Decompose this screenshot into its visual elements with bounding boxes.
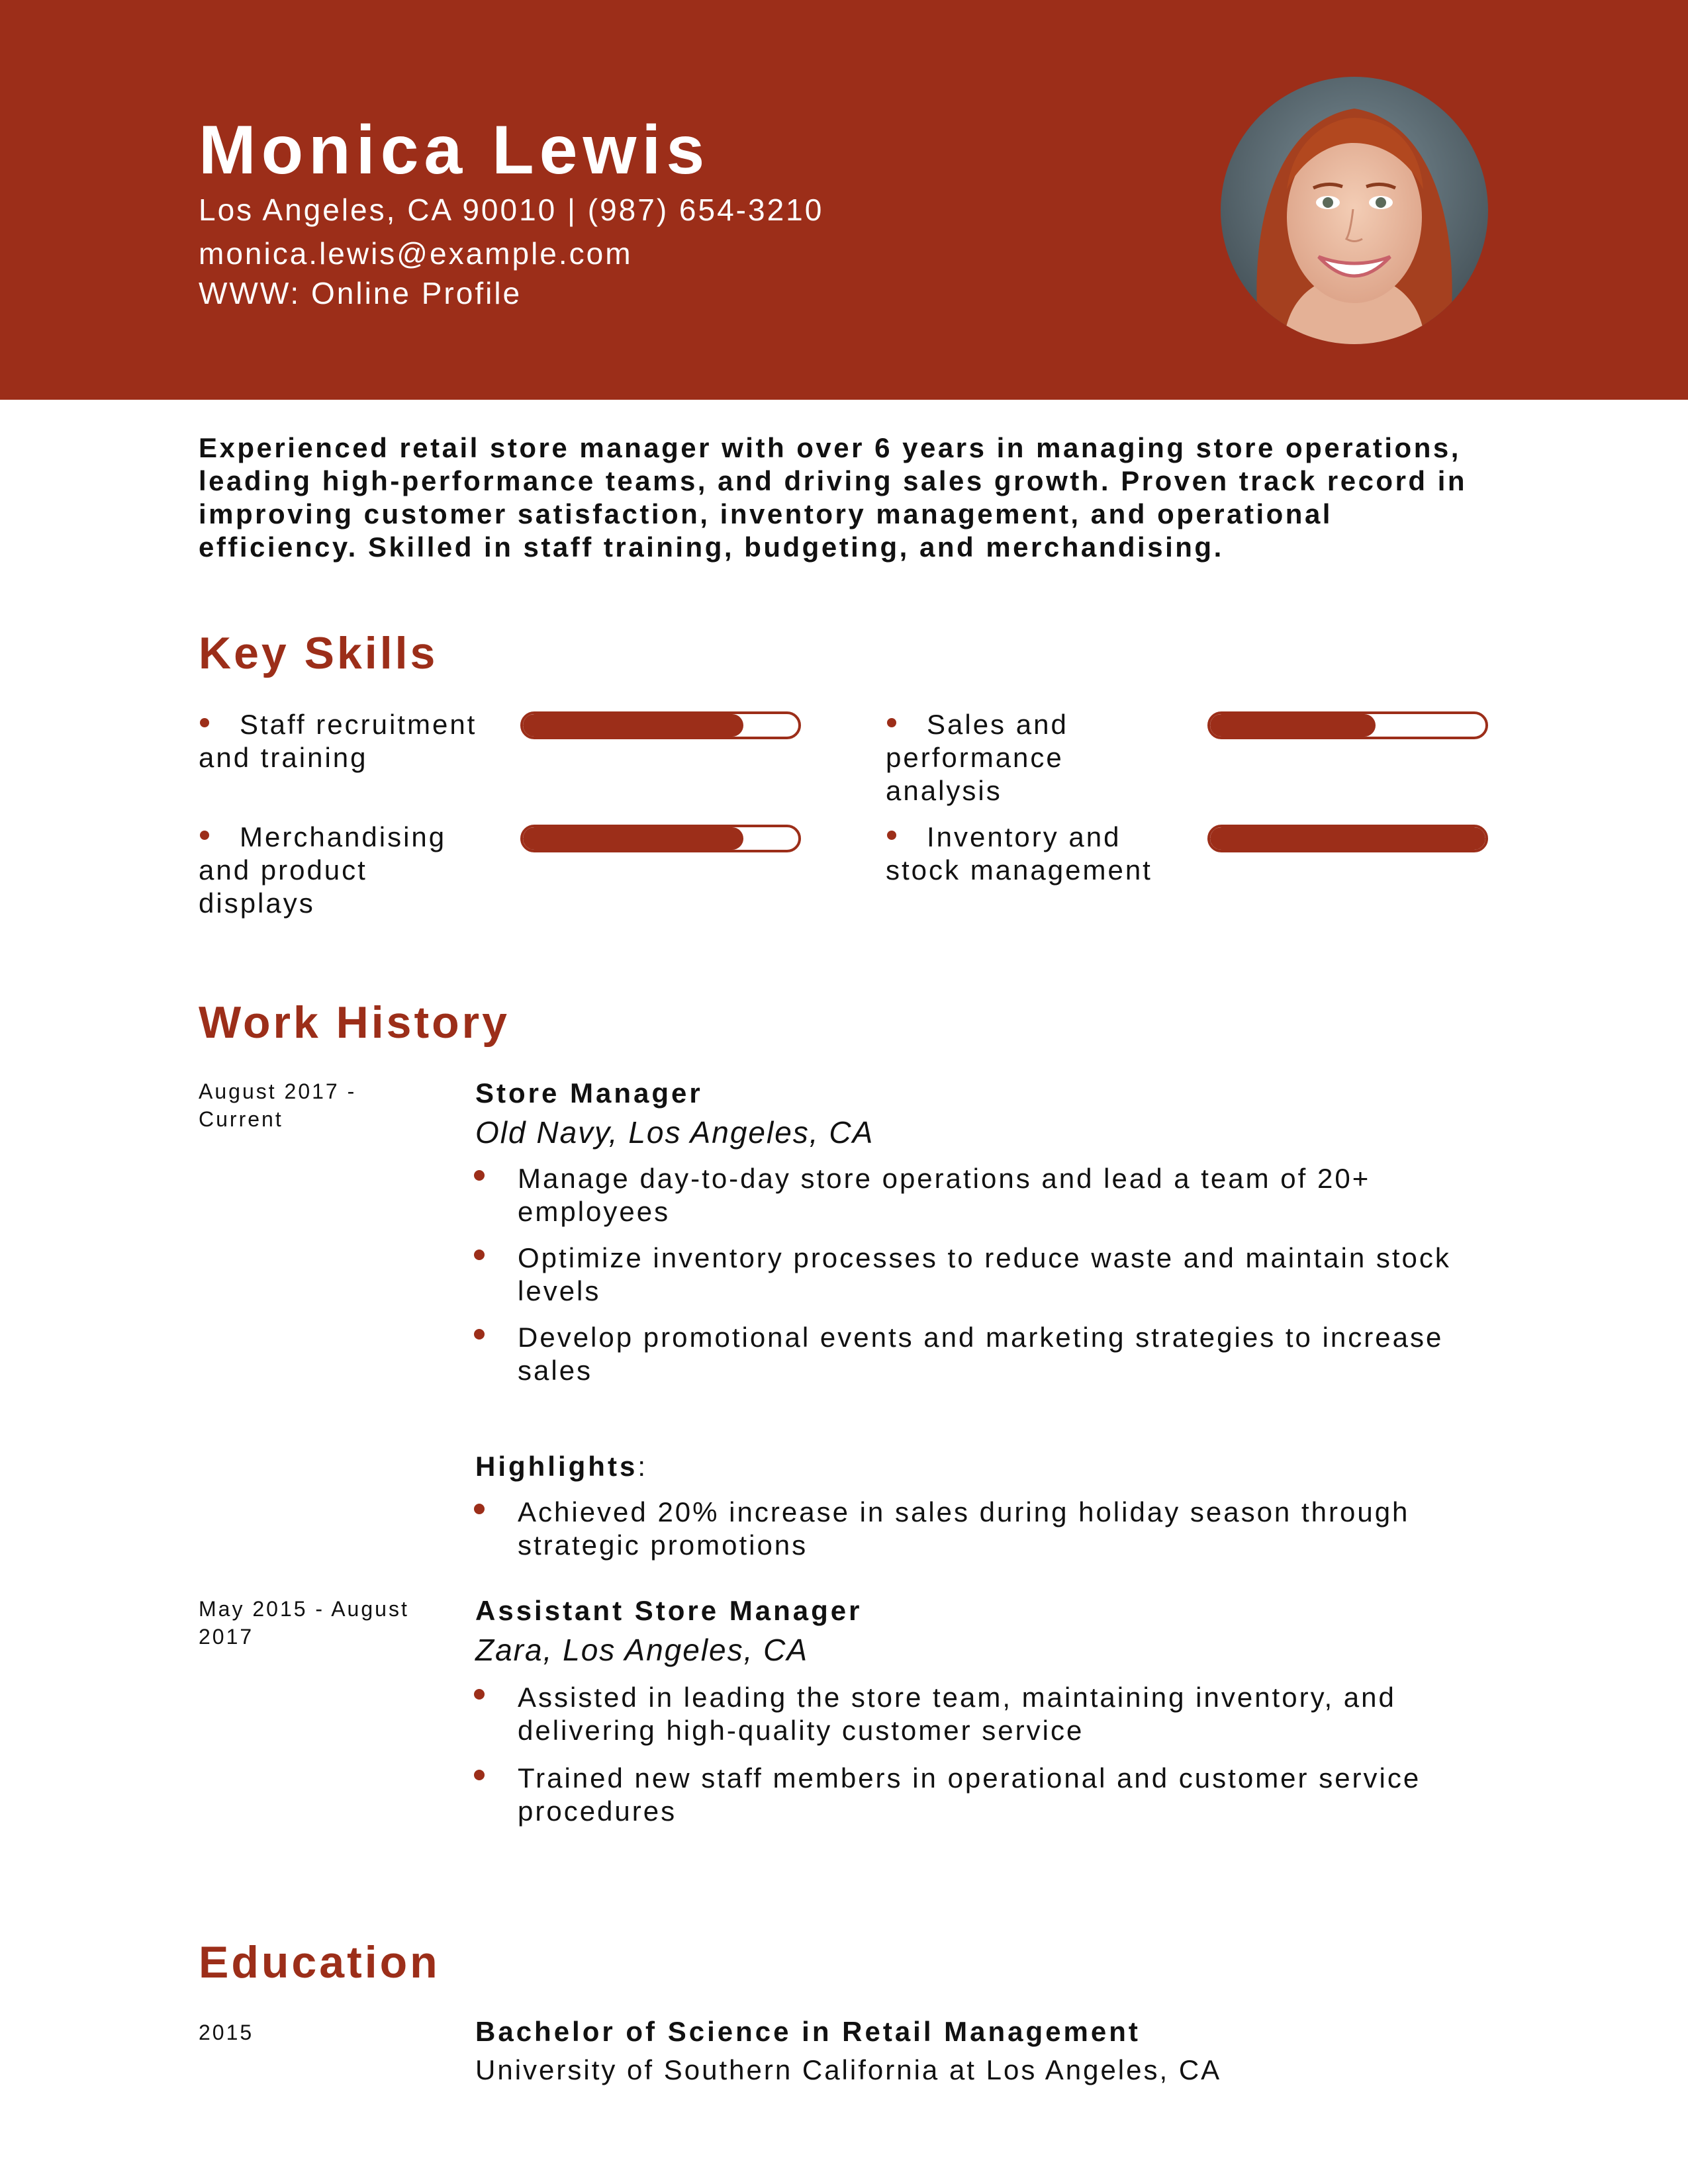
job-dates: August 2017 - Current	[199, 1079, 357, 1131]
bullet-icon	[474, 1504, 485, 1514]
job-bullet: Optimize inventory processes to reduce waste and maintain stock levels	[518, 1242, 1451, 1306]
skill-level-fill	[1210, 827, 1485, 850]
skill-label: Staff recruitment and training	[199, 709, 477, 773]
job-dates: May 2015 - August 2017	[199, 1597, 409, 1649]
highlights-label	[475, 1451, 648, 1482]
online-profile-link[interactable]: WWW: Online Profile	[199, 276, 522, 310]
work-history-heading: Work History	[199, 997, 510, 1048]
highlights-colon: :	[637, 1451, 648, 1482]
skill-label: Sales and performance analysis	[886, 709, 1068, 806]
bullet-icon	[200, 718, 209, 727]
email-link[interactable]: monica.lewis@example.com	[199, 236, 633, 271]
skill-item	[199, 708, 490, 774]
bullet-icon	[474, 1170, 485, 1181]
skill-item	[886, 708, 1177, 807]
skill-item	[886, 821, 1177, 887]
skill-level-bar	[1207, 825, 1488, 852]
professional-summary: Experienced retail store manager with over 6 years in managing store operations, leading high-performance teams, and driving sales growth. Proven track record in improving customer satisfaction, inventory management, and operational efficiency. Skilled in staff training, budgeting, and merchandising.	[199, 432, 1468, 563]
job-bullet: Manage day-to-day store operations and lead a team of 20+ employees	[518, 1163, 1371, 1227]
job-bullet: Trained new staff members in operational and customer service procedures	[518, 1762, 1421, 1827]
bullet-icon	[887, 718, 896, 727]
job-bullet: Develop promotional events and marketing strategies to increase sales	[518, 1322, 1444, 1386]
bullet-icon	[474, 1770, 485, 1780]
skill-label: Merchandising and product displays	[199, 821, 447, 919]
bullet-icon	[200, 831, 209, 840]
bullet-icon	[474, 1250, 485, 1260]
skill-level-fill	[1210, 714, 1376, 737]
highlights-label-text: Highlights	[475, 1451, 638, 1482]
education-heading: Education	[199, 1937, 440, 1987]
skill-level-bar	[520, 711, 801, 739]
bullet-icon	[474, 1329, 485, 1340]
job-company: Old Navy, Los Angeles, CA	[475, 1115, 874, 1150]
job-title: Store Manager	[475, 1077, 703, 1109]
candidate-name: Monica Lewis	[199, 112, 710, 189]
skill-level-bar	[1207, 711, 1488, 739]
bullet-icon	[474, 1689, 485, 1700]
header-banner	[0, 0, 1688, 400]
skill-label: Inventory and stock management	[886, 821, 1152, 886]
profile-photo	[1221, 77, 1488, 344]
job-title: Assistant Store Manager	[475, 1595, 863, 1626]
bullet-icon	[887, 831, 896, 840]
highlight-bullet: Achieved 20% increase in sales during holiday season through strategic promotions	[518, 1496, 1410, 1561]
degree-title: Bachelor of Science in Retail Management	[475, 2016, 1141, 2047]
job-bullet: Assisted in leading the store team, maintaining inventory, and delivering high-quality customer service	[518, 1682, 1396, 1746]
address-phone: Los Angeles, CA 90010 | (987) 654-3210	[199, 193, 824, 227]
skill-level-fill	[523, 827, 743, 850]
job-company: Zara, Los Angeles, CA	[475, 1633, 809, 1667]
school-name: University of Southern California at Los Angeles, CA	[475, 2054, 1222, 2085]
skill-level-fill	[523, 714, 743, 737]
skills-heading: Key Skills	[199, 628, 438, 678]
skill-item	[199, 821, 490, 920]
skill-level-bar	[520, 825, 801, 852]
education-year: 2015	[199, 2021, 254, 2044]
